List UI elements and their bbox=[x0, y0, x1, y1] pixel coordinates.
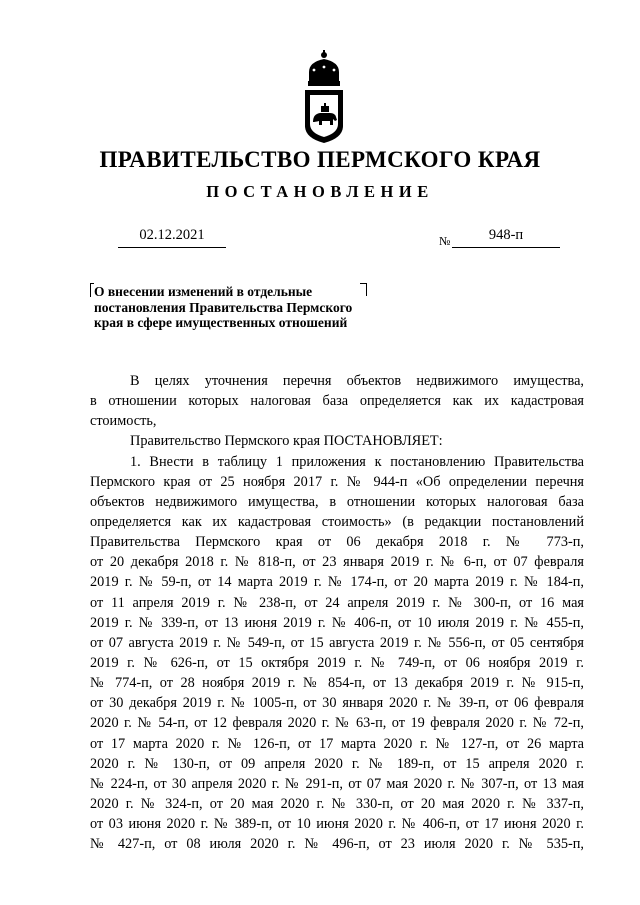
subject-line: О внесении изменений в отдельные bbox=[94, 284, 313, 299]
body-line: в отношении которых налоговая база определяется как их кадастровая bbox=[90, 393, 584, 410]
body-line: от 03 июня 2020 г. № 389-п, от 10 июня 2020 г. № 406-п, от 17 июня 2020 г. bbox=[90, 816, 584, 833]
body-line: 2020 г. № 54-п, от 12 февраля 2020 г. № 63-п, от 19 февраля 2020 г. № 72-п, bbox=[90, 715, 584, 732]
number-sign: № bbox=[439, 234, 451, 248]
body-line: Правительства Пермского края от 06 декабря 2018 г. № 773-п, bbox=[90, 534, 584, 551]
body-line: 2020 г. № 130-п, от 09 апреля 2020 г. № 189-п, от 15 апреля 2020 г. bbox=[90, 755, 584, 772]
body-line: 1. Внести в таблицу 1 приложения к постановлению Правительства bbox=[130, 453, 584, 470]
body-line: от 11 апреля 2019 г. № 238-п, от 24 апреля 2019 г. № 300-п, от 16 мая bbox=[90, 594, 584, 611]
government-title: ПРАВИТЕЛЬСТВО ПЕРМСКОГО КРАЯ bbox=[99, 147, 541, 172]
body-line: 2019 г. № 339-п, от 13 июня 2019 г. № 406-п, от 10 июля 2019 г. № 455-п, bbox=[90, 614, 584, 631]
body-line: 2019 г. № 626-п, от 15 октября 2019 г. № 749-п, от 06 ноября 2019 г. bbox=[90, 654, 584, 671]
body-line: № 224-п, от 30 апреля 2020 г. № 291-п, от 07 мая 2020 г. № 307-п, от 13 мая bbox=[90, 775, 584, 792]
body-line: объектов недвижимого имущества, в отношении которых налоговая база bbox=[90, 493, 584, 510]
body-line: Правительство Пермского края ПОСТАНОВЛЯЕТ: bbox=[130, 433, 443, 450]
document-type: ПОСТАНОВЛЕНИЕ bbox=[206, 182, 434, 201]
body-line: стоимость, bbox=[90, 413, 157, 430]
document-body bbox=[90, 371, 584, 854]
body-line: 2020 г. № 324-п, от 20 мая 2020 г. № 330-п, от 20 мая 2020 г. № 337-п, bbox=[90, 795, 584, 812]
document-date: 02.12.2021 bbox=[118, 226, 226, 248]
body-line: от 17 марта 2020 г. № 126-п, от 17 марта 2020 г. № 127-п, от 26 марта bbox=[90, 735, 584, 752]
body-line: от 30 декабря 2019 г. № 1005-п, от 30 января 2020 г. № 39-п, от 06 февраля bbox=[90, 695, 584, 712]
perm-krai-coat-of-arms-icon bbox=[300, 48, 348, 144]
body-line: № 427-п, от 08 июля 2020 г. № 496-п, от 23 июля 2020 г. № 535-п, bbox=[90, 836, 584, 853]
body-line: определяется как их кадастровая стоимость» (в редакции постановлений bbox=[90, 513, 584, 530]
body-line: от 20 декабря 2018 г. № 818-п, от 23 января 2019 г. № 6-п, от 07 февраля bbox=[90, 554, 584, 571]
subject-line: постановления Правительства Пермского bbox=[94, 299, 353, 315]
body-line: № 774-п, от 28 ноября 2019 г. № 854-п, от 13 декабря 2019 г. № 915-п, bbox=[90, 675, 584, 692]
document-subject bbox=[94, 284, 404, 331]
subject-line: края в сфере имущественных отношений bbox=[94, 315, 348, 330]
body-line: 2019 г. № 59-п, от 14 марта 2019 г. № 174-п, от 20 марта 2019 г. № 184-п, bbox=[90, 574, 584, 591]
body-line: Пермского края от 25 ноября 2017 г. № 944-п «Об определении перечня bbox=[90, 473, 584, 490]
body-line: В целях уточнения перечня объектов недвижимого имущества, bbox=[130, 373, 584, 389]
document-number: 948-п bbox=[452, 226, 560, 248]
body-line: от 07 августа 2019 г. № 549-п, от 15 августа 2019 г. № 556-п, от 05 сентября bbox=[90, 634, 584, 651]
